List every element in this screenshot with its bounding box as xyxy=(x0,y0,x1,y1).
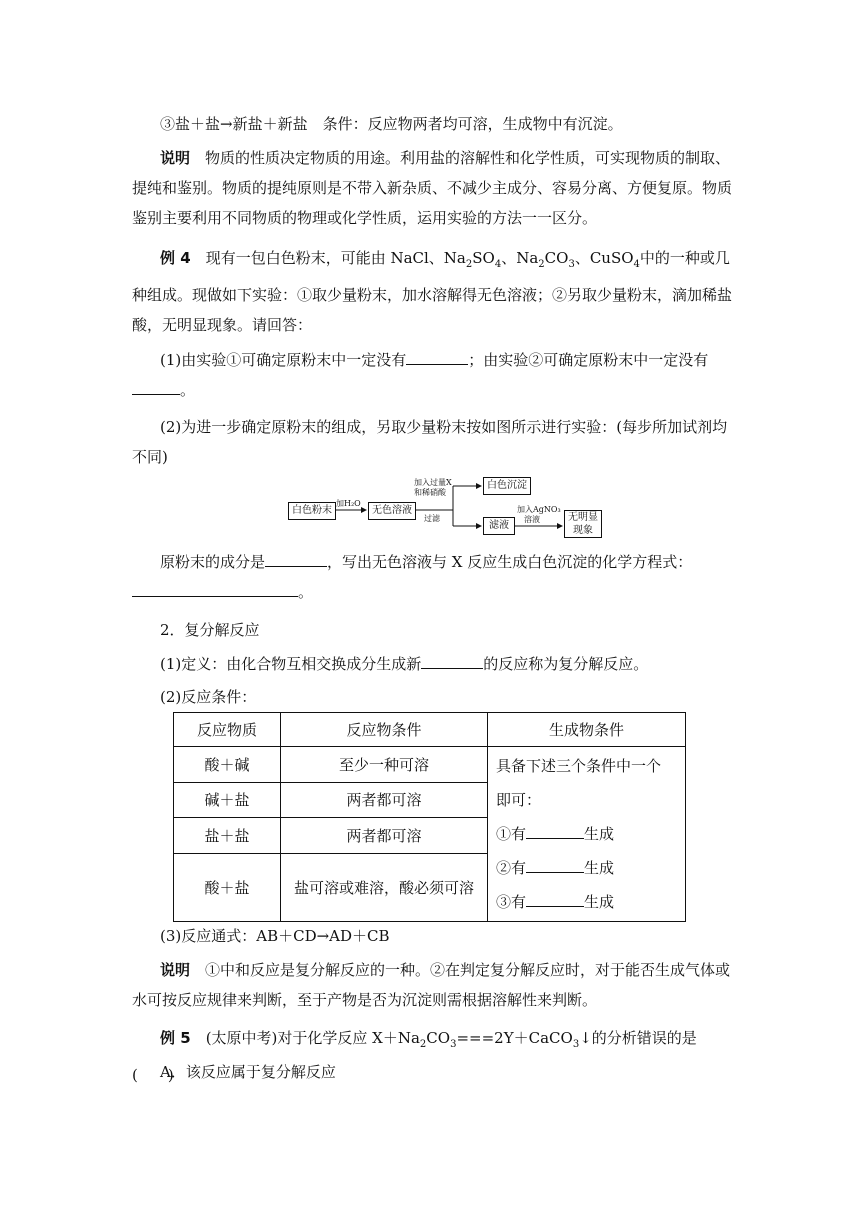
note-paragraph: 说明 物质的性质决定物质的用途。利用盐的溶解性和化学性质，可实现物质的制取、提纯和鉴别。物质的提纯原则是不带入新杂质、不减少主成分、容易分离、方便复原。物质鉴别主要利用不同物质的物理或化学性质，运用实验的方法一一区分。 xyxy=(132,149,733,227)
definition: (1)定义：由化合物互相交换成分生成新 的反应称为复分解反应。 xyxy=(132,649,732,679)
agno3-solution-label: 溶液 xyxy=(524,515,540,524)
answer-blank xyxy=(526,888,584,907)
question-1: (1)由实验①可确定原粉末中一定没有 ；由实验②可确定原粉末中一定没有。 xyxy=(132,345,732,405)
example-5: 例 5 (太原中考)对于化学反应 $X+Na_2CO_3===2Y+CaCO_3↓$的分析错误的是( ) xyxy=(132,1029,697,1084)
answer-blank xyxy=(406,346,468,365)
add-agno3-label: 加入AgNO₃ xyxy=(517,505,561,514)
white-precipitate-box: 白色沉淀 xyxy=(483,477,531,495)
product-conditions-cell: 具备下述三个条件中一个 即可： ①有 生成 ②有 生成 ③有 生成 xyxy=(488,747,686,922)
example-4-intro: 例 4 现有一包白色粉末，可能由 NaCl、$Na_2SO_4$、$Na_2CO_3$、CuSO$_4$中的一种或几种组成。现做如下实验：①取少量粉末，加水溶解得无色溶液；②另取少量粉末，滴加稀盐酸，无明显现象。请回答： xyxy=(132,249,733,334)
table-header-row xyxy=(174,713,686,747)
answer-blank xyxy=(421,650,483,669)
answer-blank xyxy=(132,376,180,395)
reaction-conditions-table xyxy=(173,712,686,922)
add-x-label: 加入过量X xyxy=(414,478,452,487)
table-row: 碱＋盐 两者都可溶 xyxy=(174,782,686,818)
answer-blank xyxy=(526,820,584,839)
note-label: 说明 xyxy=(160,961,191,979)
table-header: 反应物条件 xyxy=(281,713,488,747)
section-title: 2．复分解反应 xyxy=(160,621,260,639)
add-nitric-acid-label: 和稀硝酸 xyxy=(414,488,446,497)
example-label: 例 4 xyxy=(160,249,191,267)
add-water-label: 加H₂O xyxy=(336,499,361,508)
salt-salt-rule: ③盐＋盐→新盐＋新盐 条件：反应物两者均可溶，生成物中有沉淀。 xyxy=(160,115,623,133)
colorless-solution-box: 无色溶液 xyxy=(368,502,416,520)
white-powder-box: 白色粉末 xyxy=(288,502,336,520)
table-header: 生成物条件 xyxy=(488,713,686,747)
filter-label: 过滤 xyxy=(424,514,440,523)
table-row: 盐＋盐 两者都可溶 xyxy=(174,818,686,854)
answer-blank xyxy=(132,578,298,597)
question-2-answer: 原粉末的成分是 ，写出无色溶液与 X 反应生成白色沉淀的化学方程式：。 xyxy=(132,547,732,607)
general-formula: (3)反应通式：AB＋CD→AD＋CB xyxy=(160,927,390,945)
flow-diagram xyxy=(288,474,608,544)
example-label: 例 5 xyxy=(160,1029,191,1047)
note-label: 说明 xyxy=(160,149,191,167)
table-header: 反应物质 xyxy=(174,713,281,747)
conditions-heading: (2)反应条件： xyxy=(160,688,257,706)
table-row: 酸＋碱 至少一种可溶 具备下述三个条件中一个 即可： ①有 生成 ②有 生成 ③有 生成 xyxy=(174,747,686,783)
option-a: A．该反应属于复分解反应 xyxy=(160,1063,336,1081)
answer-blank xyxy=(526,854,584,873)
filtrate-box: 滤液 xyxy=(483,517,515,535)
table-row: 酸＋盐 盐可溶或难溶，酸必须可溶 xyxy=(174,853,686,921)
answer-blank xyxy=(265,548,327,567)
question-2: (2)为进一步确定原粉末的组成，另取少量粉末按如图所示进行实验：(每步所加试剂均不同) xyxy=(132,418,728,466)
no-phenomenon-box: 无明显 现象 xyxy=(564,510,602,538)
note-paragraph-2: 说明 ①中和反应是复分解反应的一种。②在判定复分解反应时，对于能否生成气体或水可按反应规律来判断，至于产物是否为沉淀则需根据溶解性来判断。 xyxy=(132,961,731,1009)
